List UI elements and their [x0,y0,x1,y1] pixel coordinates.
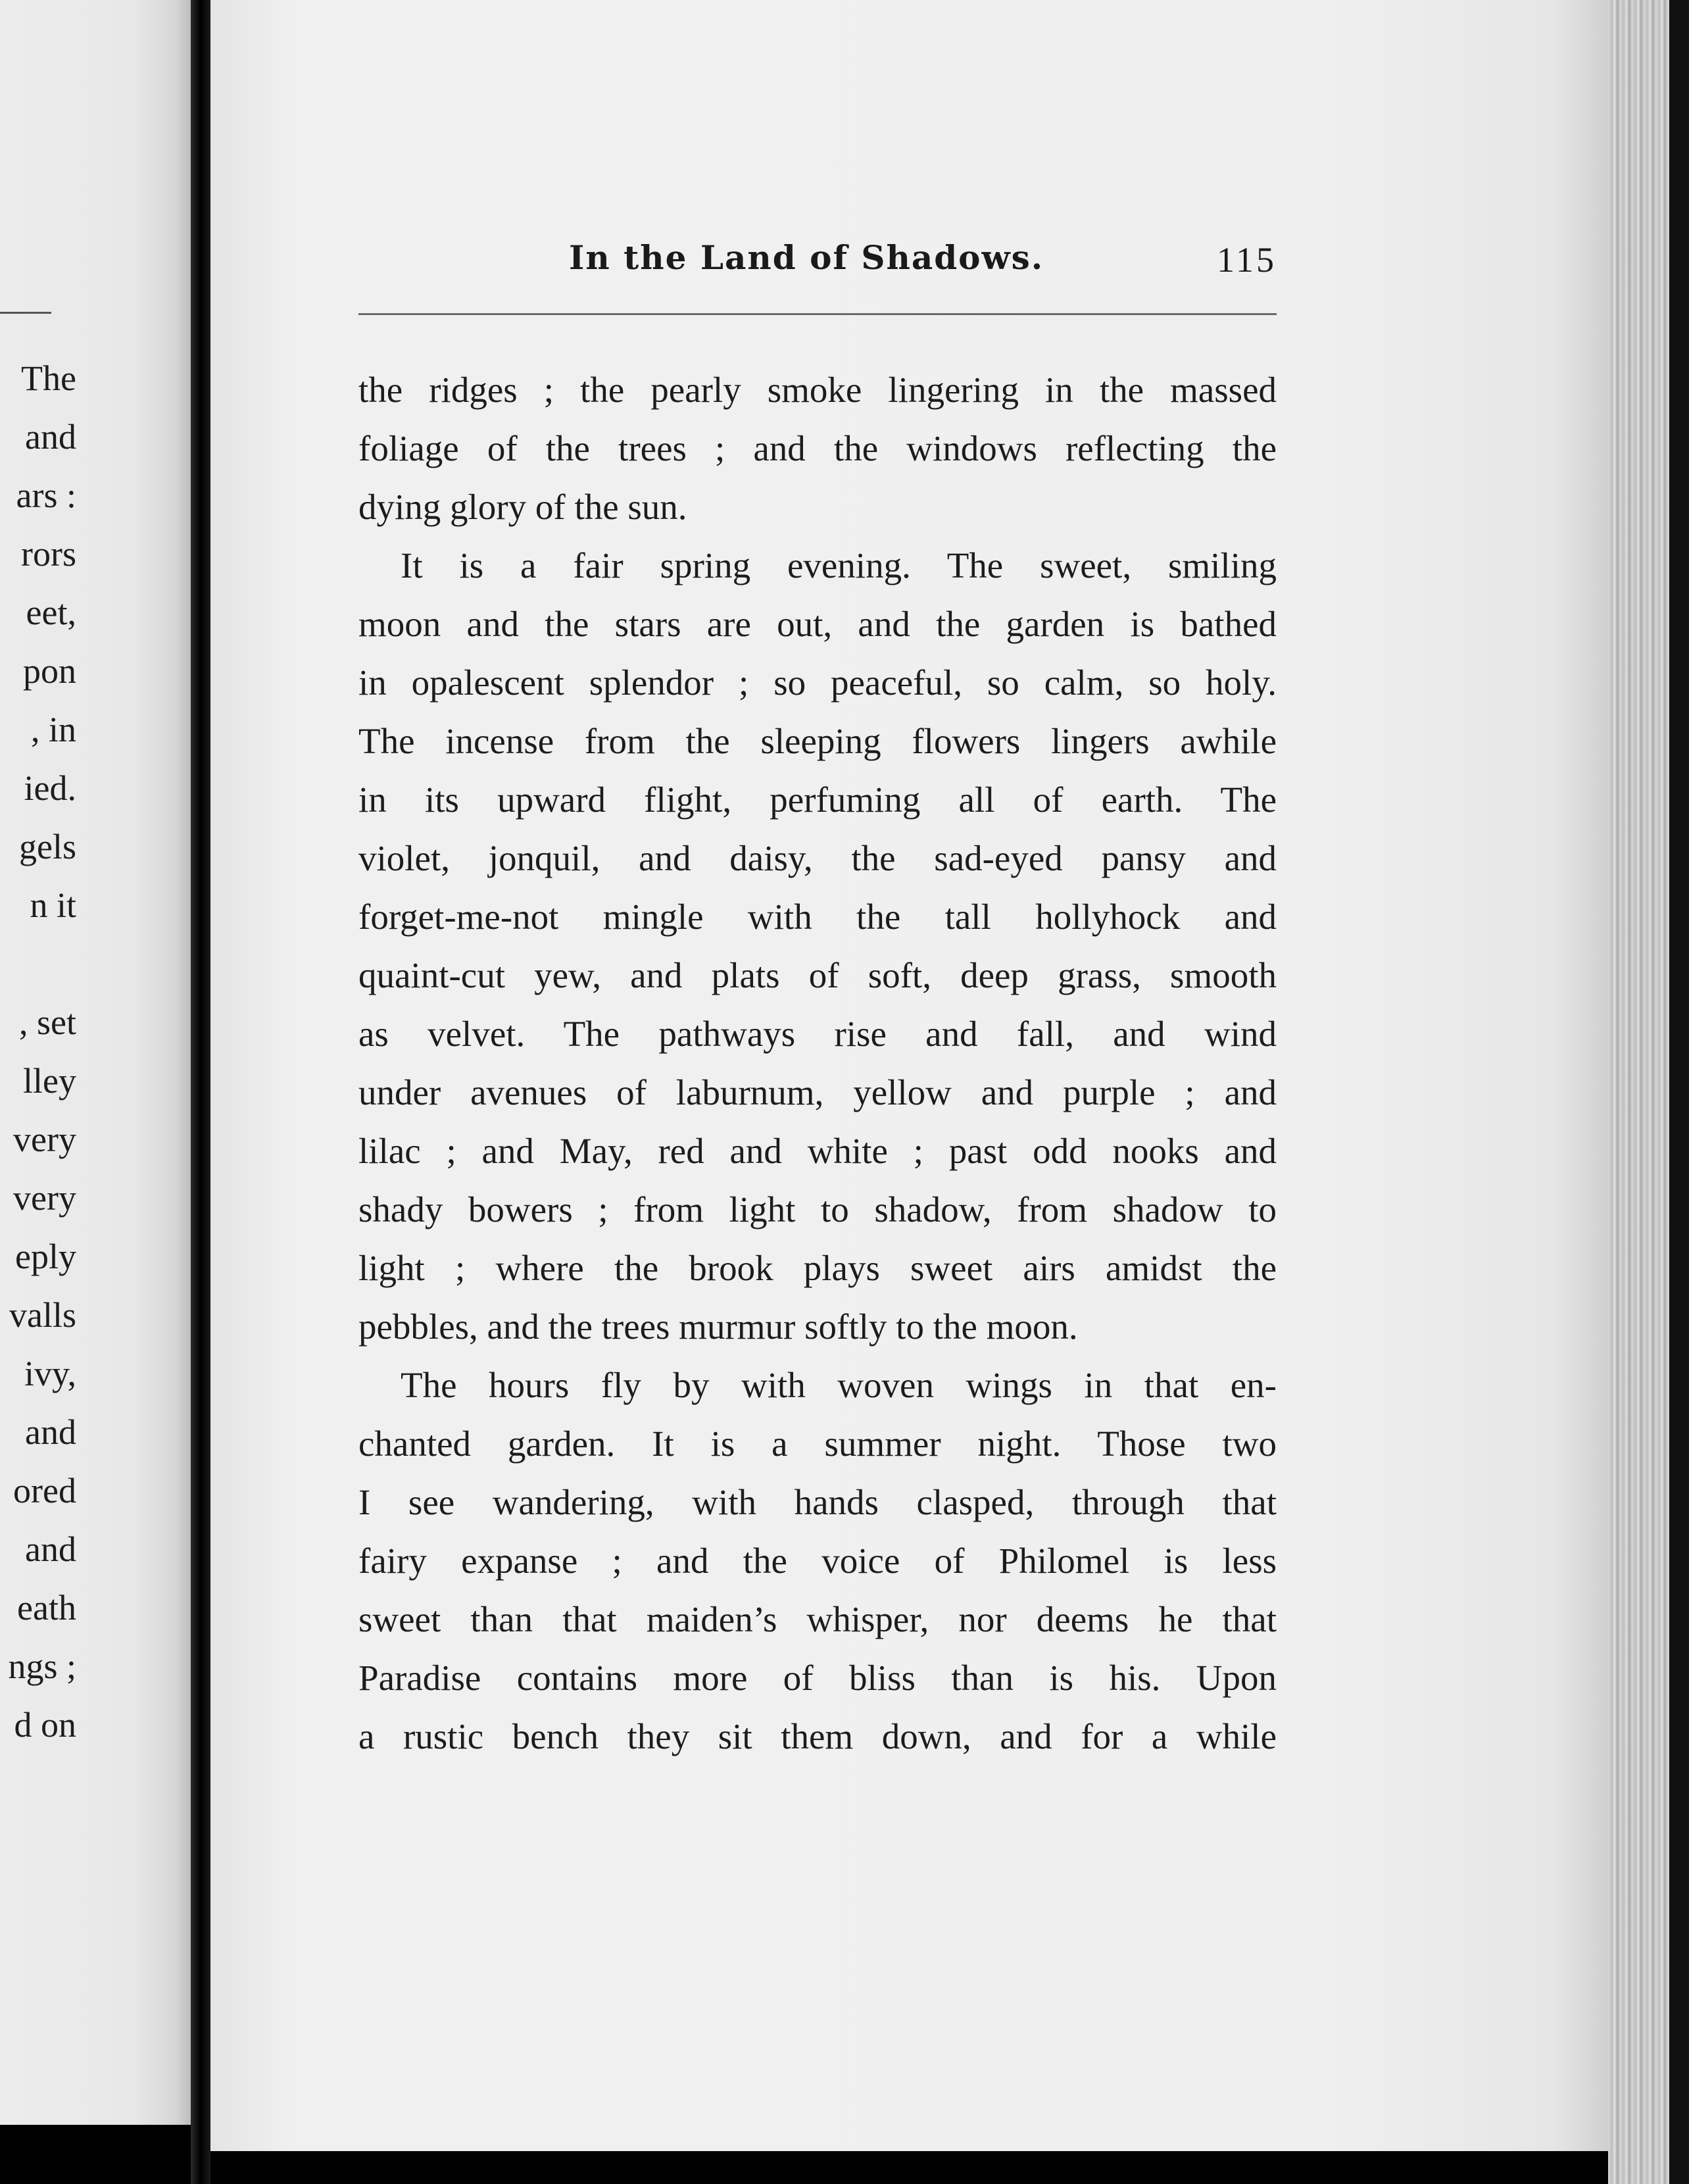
left-page-line: eath [17,1588,76,1627]
left-page-line: , in [30,710,76,749]
text-line: pebbles, and the trees murmur softly to the moon. [358,1306,1078,1347]
page-number: 115 [1217,240,1277,280]
left-page [0,0,191,2125]
text-line: shady bowers ; from light to shadow, from shadow to [358,1189,1277,1229]
text-line: quaint-cut yew, and plats of soft, deep grass, smooth [358,955,1277,995]
text-line: sweet than that maiden’s whisper, nor deems he that [358,1599,1277,1639]
left-page-line: eet, [26,593,76,632]
text-line: moon and the stars are out, and the garden is bathed [358,604,1277,644]
page-edges [1608,0,1689,2184]
text-line: light ; where the brook plays sweet airs amidst the [358,1248,1277,1288]
body-text [358,360,1277,1766]
book-gutter [191,0,210,2184]
text-line: chanted garden. It is a summer night. Those two [358,1424,1277,1464]
text-line: It is a fair spring evening. The sweet, smiling [401,545,1277,585]
text-line: foliage of the trees ; and the windows reflecting the [358,428,1277,468]
left-page-line: very [13,1120,76,1159]
text-line: fairy expanse ; and the voice of Philomel is less [358,1541,1277,1581]
left-page-line: ars : [16,476,76,515]
text-line: under avenues of laburnum, yellow and purple ; and [358,1072,1277,1112]
left-header-rule [0,312,51,314]
header-rule [358,313,1277,315]
left-page-line: gels [19,827,76,866]
text-line: I see wandering, with hands clasped, through that [358,1482,1277,1522]
left-page-line: ied. [24,768,76,808]
text-line: dying glory of the sun. [358,487,687,527]
left-page-line: n it [30,885,76,925]
text-line: in its upward flight, perfuming all of earth. The [358,780,1277,820]
left-page-line: rors [21,534,76,574]
left-page-line: , set [19,1003,76,1042]
left-page-line: d on [14,1705,76,1745]
left-page-line: very [13,1178,76,1218]
text-line: Paradise contains more of bliss than is his. Upon [358,1658,1277,1698]
text-line: a rustic bench they sit them down, and for a while [358,1716,1277,1756]
text-line: The incense from the sleeping flowers lingers awhile [358,721,1277,761]
left-page-line: and [25,1529,76,1569]
text-line: the ridges ; the pearly smoke lingering in the massed [358,370,1277,410]
running-title: In the Land of Shadows. [569,238,1044,277]
left-page-line: ored [13,1471,76,1510]
text-line: forget-me-not mingle with the tall hollyhock and [358,897,1277,937]
left-page-line: eply [15,1237,76,1276]
left-page-line: lley [23,1061,76,1101]
running-header [358,238,1277,284]
left-page-line: and [25,1412,76,1452]
text-line: in opalescent splendor ; so peaceful, so calm, so holy. [358,662,1277,703]
left-page-line: valls [9,1295,76,1335]
left-page-line: pon [23,651,76,691]
left-page-line: The [21,359,76,398]
text-line: lilac ; and May, red and white ; past odd nooks and [358,1131,1277,1171]
text-line: violet, jonquil, and daisy, the sad-eyed pansy and [358,838,1277,878]
text-line: as velvet. The pathways rise and fall, and wind [358,1014,1277,1054]
left-page-line: ngs ; [8,1647,76,1686]
text-line: The hours fly by with woven wings in that en- [401,1365,1277,1405]
left-page-line: ivy, [24,1354,76,1393]
left-page-line: and [25,417,76,457]
